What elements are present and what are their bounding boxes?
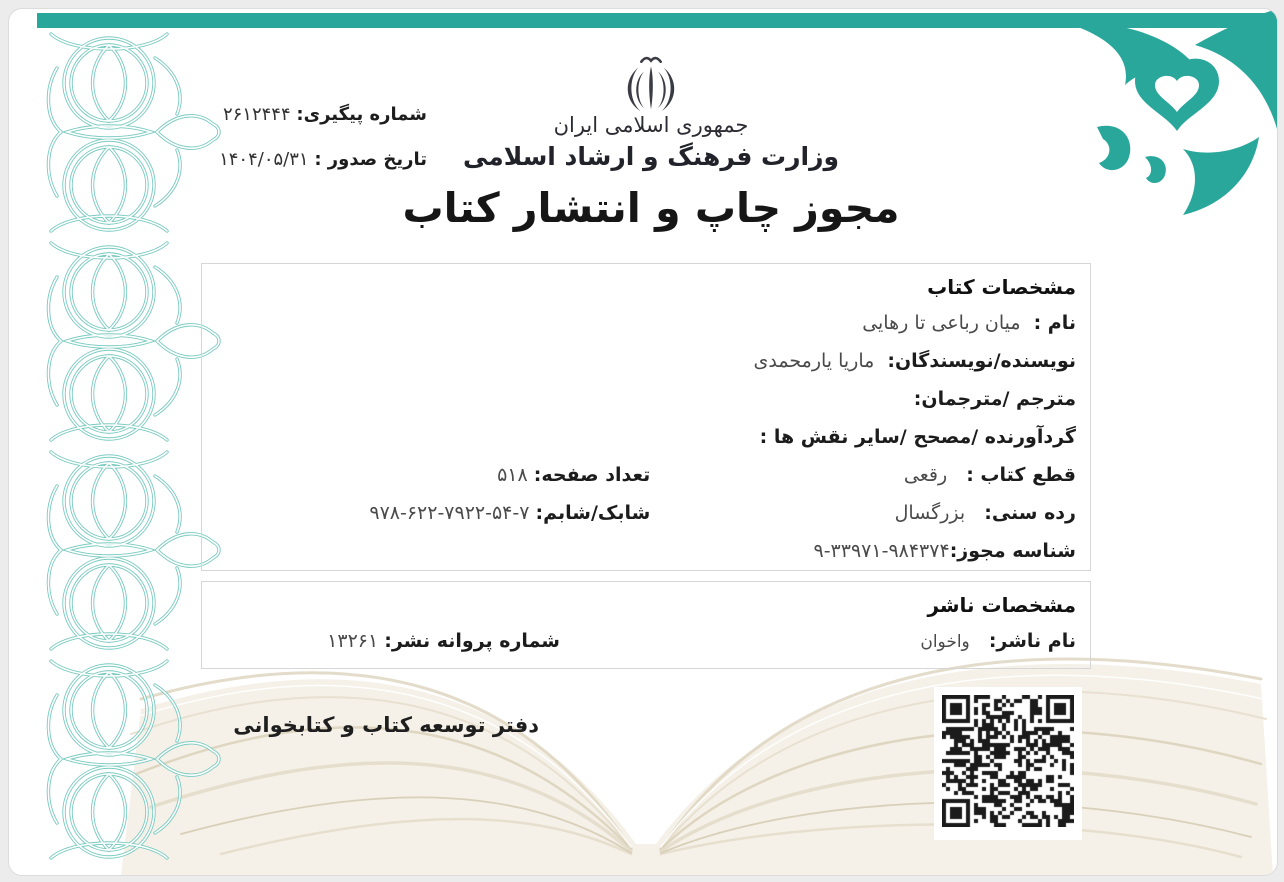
book-format-value: رقعی <box>903 464 948 486</box>
book-pages-value: ۵۱۸ <box>497 464 528 486</box>
publisher-row <box>216 622 1076 660</box>
certificate-header <box>351 53 951 232</box>
tracking-number-label: شماره پیگیری: <box>296 104 427 125</box>
book-pages-label: تعداد صفحه: <box>533 464 651 486</box>
book-age-isbn-row <box>216 494 1076 532</box>
country-name: جمهوری اسلامی ایران <box>553 113 749 137</box>
book-format-cell <box>650 464 1076 486</box>
book-isbn-label: شابک/شابم: <box>535 502 651 524</box>
document-title: مجوز چاپ و انتشار کتاب <box>402 184 900 232</box>
book-translator-label: مترجم /مترجمان: <box>913 388 1076 410</box>
publisher-permit-value: ۱۳۲۶۱ <box>327 630 379 652</box>
publisher-permit-cell <box>314 630 560 652</box>
arabesque-corner-icon <box>1027 9 1277 229</box>
ministry-name: وزارت فرهنگ و ارشاد اسلامی <box>462 142 840 171</box>
book-license-value: ۹-۳۳۹۷۱-۹۸۴۳۷۴ <box>813 540 950 562</box>
issue-date-label: تاریخ صدور : <box>314 149 427 170</box>
iran-emblem-icon <box>619 53 683 115</box>
certificate-card <box>8 8 1278 876</box>
publisher-info-box <box>201 581 1091 669</box>
book-translator-row <box>216 380 1076 418</box>
publisher-section-heading: مشخصات ناشر <box>927 593 1076 617</box>
book-author-label: نویسنده/نویسندگان: <box>887 350 1076 372</box>
book-pages-cell <box>484 464 650 486</box>
book-compiler-row <box>216 418 1076 456</box>
issuing-office-name: دفتر توسعه کتاب و کتابخوانی <box>233 713 539 737</box>
book-license-row <box>216 532 1076 570</box>
qr-code-card <box>934 687 1082 840</box>
book-info-box <box>201 263 1091 571</box>
book-license-label: شناسه مجوز: <box>949 540 1076 562</box>
tracking-number-value: ۲۶۱۲۴۴۴ <box>222 104 291 125</box>
publisher-name-value: واخوان <box>920 632 970 652</box>
book-name-row <box>216 304 1076 342</box>
book-compiler-label: گردآورنده /مصحح /سایر نقش ها : <box>759 426 1076 448</box>
issue-date-value: ۱۴۰۴/۰۵/۳۱ <box>219 149 309 170</box>
publisher-name-label: نام ناشر: <box>988 630 1076 652</box>
book-author-value: ماریا یارمحمدی <box>753 350 875 372</box>
book-isbn-value: ۹۷۸-۶۲۲-۷۹۲۲-۵۴-۷ <box>369 502 530 524</box>
book-age-label: رده سنی: <box>984 502 1076 524</box>
book-age-cell <box>650 502 1076 524</box>
book-format-pages-row <box>216 456 1076 494</box>
publisher-name-cell <box>560 630 1076 652</box>
book-name-value: میان رباعی تا رهایی <box>862 312 1021 334</box>
publisher-permit-label: شماره پروانه نشر: <box>384 630 560 652</box>
book-name-label: نام : <box>1033 312 1076 334</box>
book-isbn-cell <box>356 502 650 524</box>
book-age-value: بزرگسال <box>894 502 966 524</box>
qr-code-icon <box>942 695 1074 827</box>
book-author-row <box>216 342 1076 380</box>
book-section-heading: مشخصات کتاب <box>927 275 1076 299</box>
book-format-label: قطع کتاب : <box>966 464 1076 486</box>
